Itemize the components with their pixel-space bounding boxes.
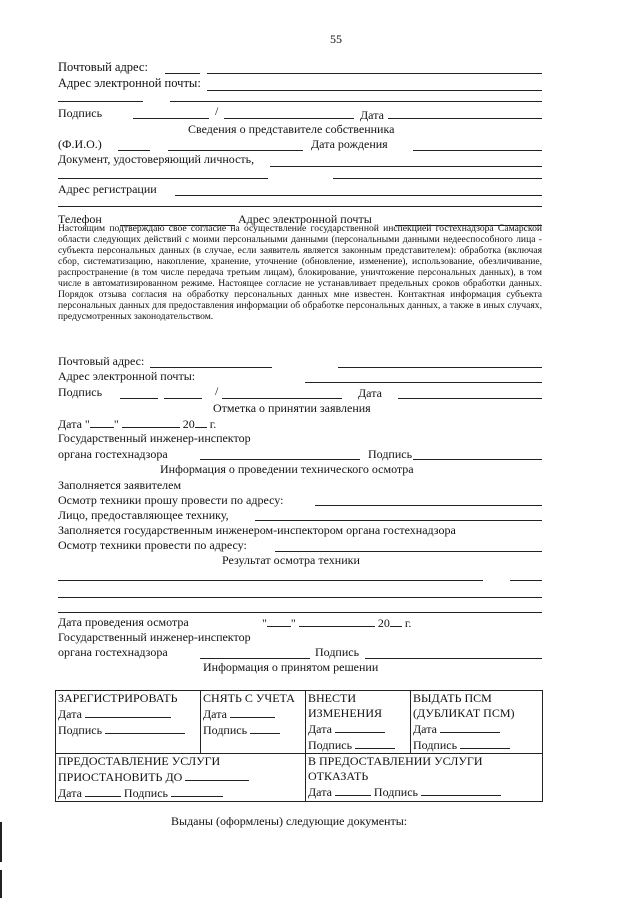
register-date-label: Дата <box>58 707 82 721</box>
inspection-signature-label: Подпись <box>315 645 360 659</box>
issue-psm-date <box>413 721 540 737</box>
reg-address-label: Адрес регистрации <box>58 182 157 196</box>
refuse-date-label: Дата <box>308 785 332 799</box>
date-label: Дата <box>360 108 384 122</box>
changes-date <box>308 721 408 737</box>
birth-date-line <box>413 150 542 151</box>
deregister-cell <box>201 691 306 754</box>
inspector-signature-line <box>413 459 542 460</box>
acceptance-date-prefix: Дата " <box>58 417 90 431</box>
deregister-signature <box>203 722 303 738</box>
issue-psm-title2: (ДУБЛИКАТ ПСМ) <box>413 706 515 720</box>
changes-signature <box>308 737 408 753</box>
rep-signature-label: Подпись <box>58 385 103 399</box>
postal-address-label: Почтовый адрес: <box>58 60 148 74</box>
refuse-signature-blank <box>421 784 501 796</box>
deregister-date <box>203 706 303 722</box>
register-signature-label: Подпись <box>58 723 103 737</box>
year-prefix: 20 <box>182 417 195 431</box>
inspection-inspector-line1: Государственный инженер-инспектор <box>58 630 251 644</box>
month-blank <box>122 416 180 428</box>
scan-edge-mark <box>0 822 2 862</box>
blank-line <box>170 101 542 102</box>
signature-name-line <box>224 118 354 119</box>
register-date <box>58 706 198 722</box>
rep-slash: / <box>215 384 219 398</box>
changes-title2: ИЗМЕНЕНИЯ <box>308 706 383 720</box>
slash: / <box>215 104 219 118</box>
issue-psm-date-label: Дата <box>413 722 437 736</box>
request-address-line <box>315 505 542 506</box>
birth-date-label: Дата рождения <box>311 137 388 151</box>
result-line <box>510 580 542 581</box>
issue-psm-signature <box>413 737 540 753</box>
representative-heading: Сведения о представителе собственника <box>188 122 395 136</box>
issue-psm-title1: ВЫДАТЬ ПСМ <box>413 691 492 705</box>
refuse-footer <box>308 784 540 800</box>
acceptance-heading: Отметка о принятии заявления <box>213 401 371 415</box>
conduct-address-label: Осмотр техники провести по адресу: <box>58 538 247 552</box>
deregister-date-label: Дата <box>203 707 227 721</box>
blank-line <box>58 206 542 207</box>
rep-email-label: Адрес электронной почты <box>238 212 372 226</box>
page-number: 55 <box>330 32 342 46</box>
result-heading: Результат осмотра техники <box>222 553 360 567</box>
rep-email-line-2 <box>305 382 542 383</box>
register-date-blank <box>85 706 171 718</box>
inspector-title-line2: органа гостехнадзора <box>58 447 168 461</box>
acceptance-date-quote: " <box>113 417 119 431</box>
suspend-date-label: Дата <box>58 786 82 800</box>
fio-line <box>118 150 150 151</box>
consent-text: Настоящим подтверждаю свое согласие на осуществление государственной инспекцией гостехнадзора Самарской области следующих действий с моими персональными данными (персональными данными недееспособного лица - субъекта персональных данных (в случае, если заявитель является законным представителем): обработка (включая сбор, систематизацию, накопление, хранение, уточнение (обновление, изменение), использование, обезличивание, распространение (в том числе передача третьим лицам), блокирование, уничтожение персональных данных), в том числе в автоматизированном режиме. Настоящее согласие не устанавливает предельных сроков обработки данных. Порядок отзыва согласия на обработку персональных данных мне известен. Контактная информация субъекта персональных данных для предоставления информации об обработке персональных данных, а также в иных случаях, предусмотренных законодательством. <box>58 223 542 322</box>
inspection-month-blank <box>299 615 375 627</box>
changes-title1: ВНЕСТИ <box>308 691 356 705</box>
filled-by-applicant: Заполняется заявителем <box>58 478 182 492</box>
inspector-title-line1: Государственный инженер-инспектор <box>58 431 251 445</box>
suspend-date-blank <box>185 769 249 781</box>
rep-email-label-2: Адрес электронной почты: <box>58 369 196 383</box>
issue-psm-date-blank <box>440 721 500 733</box>
changes-date-blank <box>335 721 385 733</box>
provider-line <box>255 520 542 521</box>
document-line <box>270 166 542 167</box>
inspection-inspector-line <box>200 658 310 659</box>
decision-heading: Информация о принятом решении <box>203 660 379 674</box>
changes-date-label: Дата <box>308 722 332 736</box>
changes-signature-label: Подпись <box>308 738 353 752</box>
result-line <box>58 580 483 581</box>
acceptance-date <box>58 416 216 431</box>
suspend-footer-date-blank <box>85 785 121 797</box>
inspection-year-prefix: 20 <box>377 616 390 630</box>
email-line <box>207 90 542 91</box>
rep-postal-line <box>150 367 272 368</box>
issue-psm-signature-blank <box>460 737 510 749</box>
rep-date-line <box>398 398 542 399</box>
inspector-line <box>200 459 360 460</box>
filled-by-inspector: Заполняется государственным инженером-инспектором органа гостехнадзора <box>58 523 456 537</box>
rep-postal-line <box>338 367 542 368</box>
year-blank <box>195 416 207 428</box>
result-line <box>58 612 542 613</box>
rep-signature-name-line <box>222 398 342 399</box>
deregister-date-blank <box>230 706 275 718</box>
postal-address-line <box>207 73 542 74</box>
email-label: Адрес электронной почты: <box>58 76 201 90</box>
rep-signature-line <box>120 398 158 399</box>
inspection-day-blank <box>267 615 291 627</box>
suspend-footer <box>58 785 303 801</box>
blank-line <box>58 101 143 102</box>
issue-psm-cell <box>411 691 543 754</box>
refuse-date-blank <box>335 784 371 796</box>
inspection-year-blank <box>390 615 402 627</box>
phone-label: Телефон <box>58 212 102 226</box>
scan-edge-mark <box>0 870 2 898</box>
result-line <box>58 597 542 598</box>
postal-address-underline <box>165 73 200 74</box>
date-line <box>388 118 542 119</box>
suspend-title2 <box>58 769 303 785</box>
changes-cell <box>306 691 411 754</box>
fio-label: (Ф.И.О.) <box>58 137 102 151</box>
changes-signature-blank <box>355 737 395 749</box>
suspend-signature-blank <box>171 785 223 797</box>
inspection-date-label: Дата проведения осмотра <box>58 615 189 629</box>
inspection-quote-open: " <box>262 616 267 630</box>
issue-psm-signature-label: Подпись <box>413 738 458 752</box>
register-signature <box>58 722 198 738</box>
deregister-signature-blank <box>250 722 280 734</box>
inspection-heading: Информация о проведении технического осмотра <box>160 462 414 476</box>
inspector-signature-label: Подпись <box>368 447 413 461</box>
blank-line <box>58 178 268 179</box>
inspection-year-suffix: г. <box>404 616 412 630</box>
signature-label: Подпись <box>58 106 103 120</box>
refuse-cell <box>306 754 543 802</box>
deregister-title: СНЯТЬ С УЧЕТА <box>203 691 295 705</box>
issued-documents-label: Выданы (оформлены) следующие документы: <box>171 814 408 828</box>
rep-signature-line <box>164 398 202 399</box>
document-label: Документ, удостоверяющий личность, <box>58 152 255 166</box>
reg-address-line <box>175 195 542 196</box>
request-address-label: Осмотр техники прошу провести по адресу: <box>58 493 284 507</box>
inspection-signature-line <box>365 658 542 659</box>
provider-label: Лицо, предоставляющее технику, <box>58 508 229 522</box>
register-signature-blank <box>105 722 185 734</box>
suspend-title2-label: ПРИОСТАНОВИТЬ ДО <box>58 770 183 784</box>
rep-postal-label: Почтовый адрес: <box>58 354 145 368</box>
signature-line <box>133 118 209 119</box>
inspection-date-field <box>262 615 411 630</box>
suspend-cell <box>56 754 306 802</box>
inspection-inspector-line2: органа гостехнадзора <box>58 645 168 659</box>
inspection-quote-close: " <box>290 616 296 630</box>
refuse-signature-label: Подпись <box>373 785 418 799</box>
conduct-address-line <box>275 551 542 552</box>
suspend-signature-label: Подпись <box>123 786 168 800</box>
fio-line <box>168 150 303 151</box>
year-suffix: г. <box>209 417 217 431</box>
suspend-title1: ПРЕДОСТАВЛЕНИЕ УСЛУГИ <box>58 754 221 768</box>
refuse-title2: ОТКАЗАТЬ <box>308 769 369 783</box>
decision-table <box>55 690 543 802</box>
register-cell <box>56 691 201 754</box>
day-blank <box>90 416 114 428</box>
deregister-signature-label: Подпись <box>203 723 248 737</box>
rep-date-label: Дата <box>358 386 382 400</box>
blank-line <box>333 178 542 179</box>
refuse-title1: В ПРЕДОСТАВЛЕНИИ УСЛУГИ <box>308 754 483 768</box>
register-title: ЗАРЕГИСТРИРОВАТЬ <box>58 691 178 705</box>
